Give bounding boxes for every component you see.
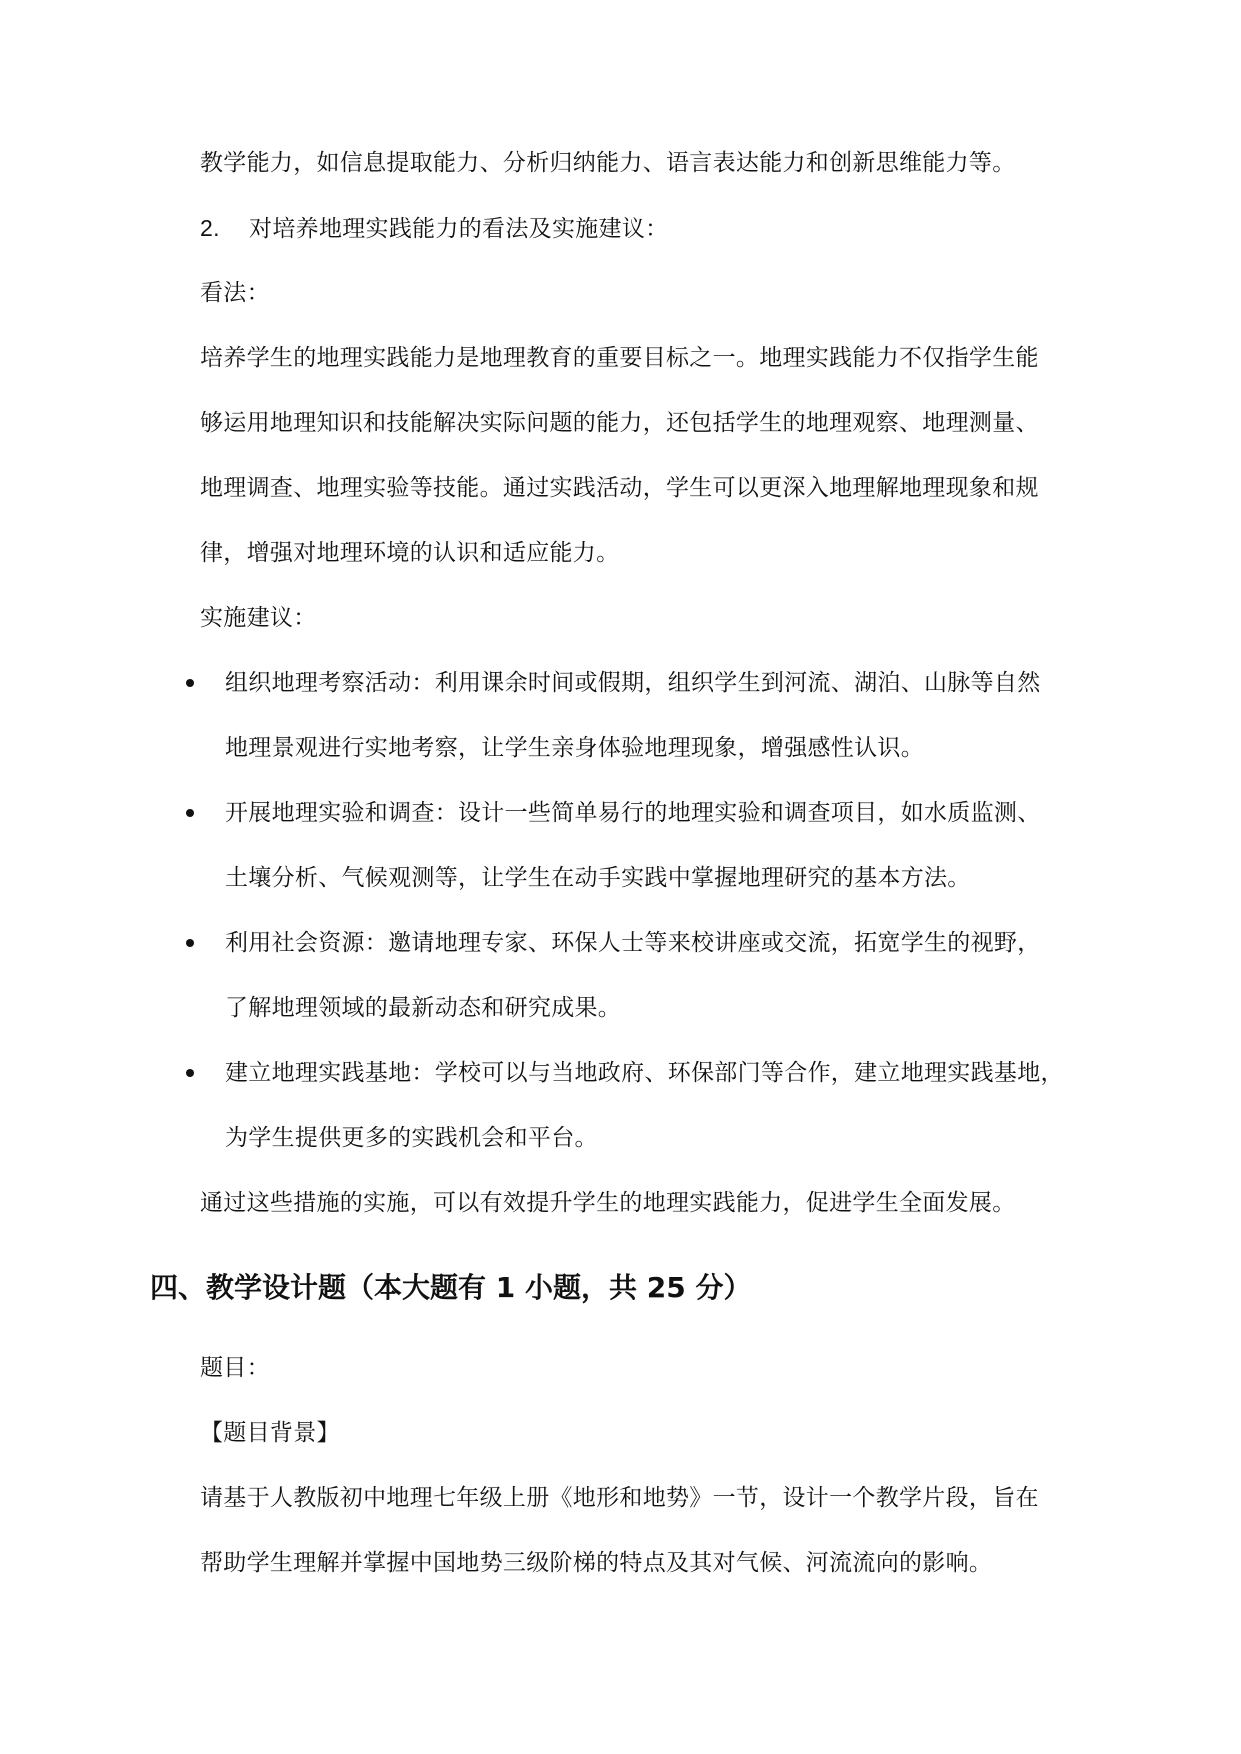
- bullet-line: 建立地理实践基地：学校可以与当地政府、环保部门等合作，建立地理实践基地，: [225, 1060, 1064, 1086]
- suggest-label: 实施建议：: [200, 605, 317, 631]
- bullet-line: 开展地理实验和调查：设计一些简单易行的地理实验和调查项目，如水质监测、: [225, 800, 1041, 826]
- bullet-dot-icon: [186, 809, 194, 817]
- view-label: 看法：: [200, 280, 270, 306]
- bullet-line: 地理景观进行实地考察，让学生亲身体验地理现象，增强感性认识。: [225, 735, 924, 761]
- item-text: 对培养地理实践能力的看法及实施建议：: [249, 216, 669, 242]
- conclusion: 通过这些措施的实施，可以有效提升学生的地理实践能力，促进学生全面发展。: [200, 1190, 1016, 1216]
- background-line: 帮助学生理解并掌握中国地势三级阶梯的特点及其对气候、河流流向的影响。: [200, 1550, 993, 1576]
- bullet-line: 利用社会资源：邀请地理专家、环保人士等来校讲座或交流，拓宽学生的视野，: [225, 930, 1041, 956]
- view-line: 培养学生的地理实践能力是地理教育的重要目标之一。地理实践能力不仅指学生能: [200, 345, 1039, 371]
- bullet-dot-icon: [186, 679, 194, 687]
- bullet-line: 为学生提供更多的实践机会和平台。: [225, 1125, 598, 1151]
- bullet-line: 土壤分析、气候观测等，让学生在动手实践中掌握地理研究的基本方法。: [225, 865, 971, 891]
- view-line: 地理调查、地理实验等技能。通过实践活动，学生可以更深入地理解地理现象和规: [200, 475, 1039, 501]
- background-line: 请基于人教版初中地理七年级上册《地形和地势》一节，设计一个教学片段，旨在: [200, 1485, 1039, 1511]
- section-heading: 四、教学设计题（本大题有 1 小题，共 25 分）: [150, 1271, 752, 1304]
- question-label: 题目：: [200, 1355, 270, 1381]
- bullet-line: 组织地理考察活动：利用课余时间或假期，组织学生到河流、湖泊、山脉等自然: [225, 670, 1041, 696]
- bullet-line: 了解地理领域的最新动态和研究成果。: [225, 995, 622, 1021]
- bullet-dot-icon: [186, 1069, 194, 1077]
- bullet-dot-icon: [186, 939, 194, 947]
- view-line: 律，增强对地理环境的认识和适应能力。: [200, 540, 620, 566]
- background-label: 【题目背景】: [200, 1420, 340, 1446]
- numbered-item-2: [200, 213, 668, 244]
- view-line: 够运用地理知识和技能解决实际问题的能力，还包括学生的地理观察、地理测量、: [200, 410, 1039, 436]
- item-number: 2.: [200, 215, 220, 241]
- paragraph-continuation: 教学能力，如信息提取能力、分析归纳能力、语言表达能力和创新思维能力等。: [200, 150, 1016, 176]
